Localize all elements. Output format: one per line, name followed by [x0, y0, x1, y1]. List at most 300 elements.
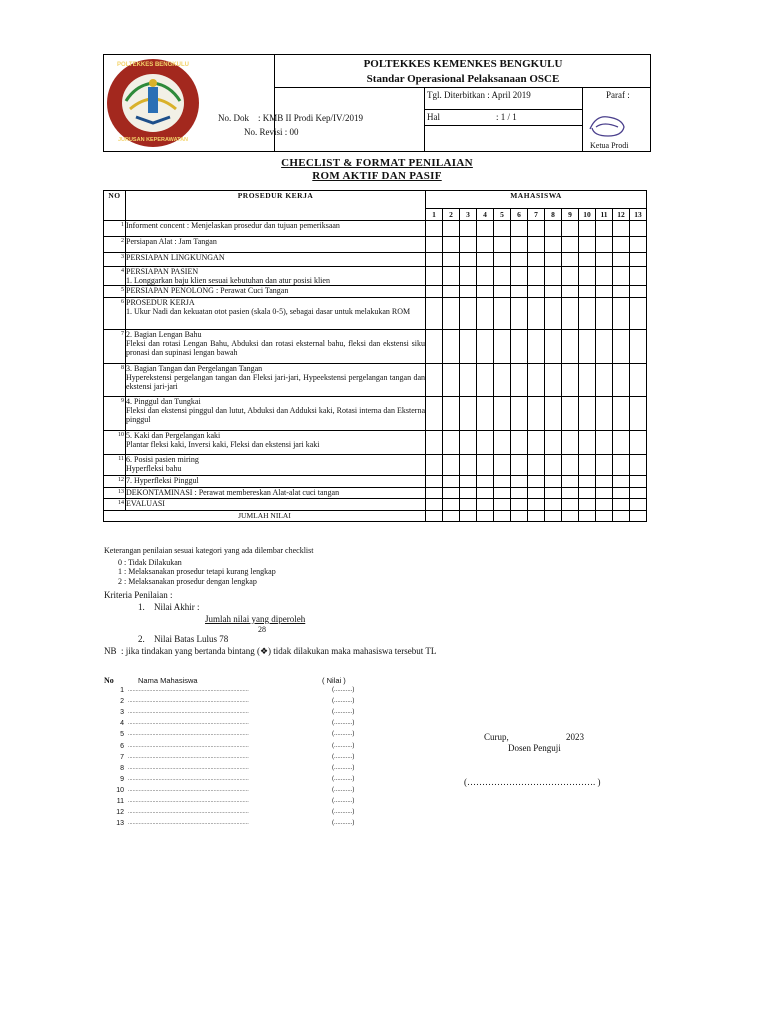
score-cell[interactable] — [477, 431, 494, 455]
score-cell[interactable] — [630, 330, 647, 364]
divider — [424, 109, 582, 110]
score-cell[interactable] — [545, 397, 562, 431]
score-cell[interactable] — [443, 431, 460, 455]
score-cell[interactable] — [426, 237, 443, 253]
score-cell[interactable] — [477, 267, 494, 286]
score-cell[interactable] — [426, 476, 443, 488]
score-cell[interactable] — [613, 237, 630, 253]
procedure-row — [104, 476, 647, 488]
score-cell[interactable] — [477, 237, 494, 253]
score-cell[interactable] — [494, 221, 511, 237]
procedure-line: Persiapan Alat : Jam Tangan — [126, 237, 217, 246]
score-cell[interactable] — [613, 221, 630, 237]
score-cell[interactable] — [443, 253, 460, 267]
procedure-row — [104, 488, 647, 499]
score-cell[interactable] — [511, 397, 528, 431]
score-cell[interactable] — [443, 488, 460, 499]
score-cell[interactable] — [630, 455, 647, 476]
score-cell[interactable] — [528, 237, 545, 253]
score-cell[interactable] — [494, 397, 511, 431]
student-number-cell: 4 — [477, 209, 494, 221]
total-cell[interactable] — [443, 511, 460, 522]
procedure-line: PERSIAPAN PASIEN — [126, 267, 199, 276]
score-cell[interactable] — [579, 221, 596, 237]
score-cell[interactable] — [494, 286, 511, 298]
score-cell[interactable] — [613, 267, 630, 286]
score-cell[interactable] — [477, 476, 494, 488]
student-name-blank[interactable]: ............................................................................... — [128, 775, 249, 782]
student-name-blank[interactable]: ............................................................................... — [128, 720, 249, 727]
score-cell[interactable] — [426, 298, 443, 330]
score-cell[interactable] — [613, 298, 630, 330]
procedure-line: 2. Bagian Lengan Bahu — [126, 330, 202, 339]
procedure-text — [126, 253, 426, 267]
score-cell[interactable] — [630, 286, 647, 298]
total-cell[interactable] — [460, 511, 477, 522]
divider — [582, 87, 583, 151]
score-cell[interactable] — [545, 488, 562, 499]
score-cell[interactable] — [630, 476, 647, 488]
score-cell[interactable] — [443, 221, 460, 237]
score-cell[interactable] — [511, 221, 528, 237]
student-name-blank[interactable]: ............................................................................... — [128, 753, 249, 760]
row-number: 14 — [104, 499, 126, 511]
student-name-blank[interactable]: ............................................................................... — [128, 809, 249, 816]
score-cell[interactable] — [494, 499, 511, 511]
score-cell[interactable] — [528, 286, 545, 298]
procedure-line: 5. Kaki dan Pergelangan kaki — [126, 431, 221, 440]
total-row — [104, 511, 647, 522]
student-name-blank[interactable]: ............................................................................... — [128, 764, 249, 771]
score-cell[interactable] — [545, 455, 562, 476]
list-item-number: 8 — [120, 764, 124, 772]
score-cell[interactable] — [494, 298, 511, 330]
score-cell[interactable] — [511, 298, 528, 330]
row-number: 6 — [104, 298, 126, 330]
total-cell[interactable] — [596, 511, 613, 522]
student-number-cell: 2 — [443, 209, 460, 221]
score-cell[interactable] — [630, 364, 647, 397]
score-cell[interactable] — [613, 397, 630, 431]
score-cell[interactable] — [460, 237, 477, 253]
keterangan-item: 0 : Tidak Dilakukan — [118, 558, 182, 567]
score-cell[interactable] — [460, 286, 477, 298]
logo-emblem-icon — [106, 57, 200, 149]
score-cell[interactable] — [630, 298, 647, 330]
row-number: 2 — [104, 237, 126, 253]
score-cell[interactable] — [596, 476, 613, 488]
student-name-blank[interactable]: ............................................................................... — [128, 687, 249, 693]
score-cell[interactable] — [579, 267, 596, 286]
total-cell[interactable] — [613, 511, 630, 522]
document-number: No. Dok : KMB II Prodi Kep/IV/2019 — [218, 113, 363, 123]
student-number-cell: 5 — [494, 209, 511, 221]
row-number: 4 — [104, 267, 126, 286]
score-cell[interactable] — [460, 298, 477, 330]
score-cell[interactable] — [596, 499, 613, 511]
score-cell[interactable] — [579, 431, 596, 455]
total-cell[interactable] — [511, 511, 528, 522]
total-cell[interactable] — [545, 511, 562, 522]
score-cell[interactable] — [426, 455, 443, 476]
procedure-line: Hyperekstensi pergelangan tangan dan Fleksi jari-jari, Hypeekstensi pergelangan tangan dan ekstensi jari-jari — [126, 373, 425, 391]
student-score-blank[interactable]: (...........) — [332, 809, 355, 816]
score-cell[interactable] — [494, 267, 511, 286]
score-cell[interactable] — [562, 431, 579, 455]
page-value: : 1 / 1 — [496, 112, 517, 122]
score-cell[interactable] — [494, 330, 511, 364]
score-cell[interactable] — [443, 476, 460, 488]
row-number: 13 — [104, 488, 126, 499]
score-cell[interactable] — [579, 476, 596, 488]
total-cell[interactable] — [528, 511, 545, 522]
student-name-blank[interactable]: ............................................................................... — [128, 798, 249, 804]
score-cell[interactable] — [426, 253, 443, 267]
score-cell[interactable] — [426, 488, 443, 499]
score-cell[interactable] — [494, 431, 511, 455]
student-number-cell: 12 — [613, 209, 630, 221]
score-cell[interactable] — [460, 397, 477, 431]
student-number-cell: 7 — [528, 209, 545, 221]
score-cell[interactable] — [579, 455, 596, 476]
score-cell[interactable] — [477, 455, 494, 476]
score-cell[interactable] — [528, 431, 545, 455]
score-cell[interactable] — [426, 267, 443, 286]
score-cell[interactable] — [460, 455, 477, 476]
score-cell[interactable] — [630, 488, 647, 499]
student-score-blank[interactable]: (...........) — [332, 687, 355, 693]
keterangan-item: 2 : Melaksanakan prosedur dengan lengkap — [118, 577, 257, 586]
score-cell[interactable] — [426, 397, 443, 431]
student-score-blank[interactable]: (...........) — [332, 720, 355, 727]
score-cell[interactable] — [545, 267, 562, 286]
keterangan-intro: Keterangan penilaian sesuai kategori yang ada dilembar checklist — [104, 546, 314, 555]
score-cell[interactable] — [579, 397, 596, 431]
score-cell[interactable] — [494, 488, 511, 499]
score-cell[interactable] — [443, 397, 460, 431]
score-cell[interactable] — [562, 237, 579, 253]
procedure-line: Fleksi dan ekstensi pinggul dan lutut, Abduksi dan Adduksi kaki, Rotasi interna dan Eksterna pinggul — [126, 406, 425, 424]
score-cell[interactable] — [613, 488, 630, 499]
score-cell[interactable] — [613, 286, 630, 298]
score-cell[interactable] — [545, 221, 562, 237]
score-cell[interactable] — [545, 253, 562, 267]
total-cell[interactable] — [477, 511, 494, 522]
score-cell[interactable] — [545, 476, 562, 488]
signature-place: Curup, — [484, 732, 509, 742]
score-cell[interactable] — [443, 330, 460, 364]
procedure-text — [126, 499, 426, 511]
student-score-blank[interactable]: (...........) — [332, 820, 355, 827]
score-cell[interactable] — [511, 364, 528, 397]
score-cell[interactable] — [630, 221, 647, 237]
score-cell[interactable] — [613, 330, 630, 364]
score-cell[interactable] — [443, 499, 460, 511]
score-cell[interactable] — [426, 364, 443, 397]
score-cell[interactable] — [494, 364, 511, 397]
score-cell[interactable] — [443, 237, 460, 253]
score-cell[interactable] — [579, 298, 596, 330]
score-cell[interactable] — [477, 286, 494, 298]
score-cell[interactable] — [494, 476, 511, 488]
student-score-blank[interactable]: (...........) — [332, 753, 355, 760]
procedure-line: Fleksi dan rotasi Lengan Bahu, Abduksi dan rotasi eksternal bahu, fleksi dan ekstensi siku pronasi dan supinasi lengan bawah — [126, 339, 425, 357]
score-cell[interactable] — [596, 286, 613, 298]
student-score-blank[interactable]: (...........) — [332, 775, 355, 782]
score-cell[interactable] — [562, 488, 579, 499]
score-cell[interactable] — [511, 455, 528, 476]
score-cell[interactable] — [511, 237, 528, 253]
divider — [274, 87, 650, 88]
score-cell[interactable] — [443, 298, 460, 330]
score-cell[interactable] — [443, 364, 460, 397]
score-cell[interactable] — [562, 253, 579, 267]
signature-year: 2023 — [566, 732, 584, 742]
score-cell[interactable] — [545, 431, 562, 455]
procedure-row — [104, 286, 647, 298]
score-cell[interactable] — [596, 364, 613, 397]
score-cell[interactable] — [511, 431, 528, 455]
procedure-line: EVALUASI — [126, 499, 165, 508]
institution-logo — [106, 57, 200, 149]
score-cell[interactable] — [596, 488, 613, 499]
score-cell[interactable] — [528, 499, 545, 511]
score-cell[interactable] — [596, 298, 613, 330]
score-cell[interactable] — [613, 431, 630, 455]
score-cell[interactable] — [460, 330, 477, 364]
total-cell[interactable] — [630, 511, 647, 522]
score-cell[interactable] — [562, 221, 579, 237]
kriteria-item-number: 2. — [138, 634, 145, 644]
student-score-blank[interactable]: (...........) — [332, 742, 355, 749]
score-cell[interactable] — [613, 253, 630, 267]
student-score-blank[interactable]: (...........) — [332, 698, 355, 705]
score-cell[interactable] — [460, 431, 477, 455]
score-cell[interactable] — [494, 455, 511, 476]
student-score-blank[interactable]: (...........) — [332, 786, 355, 793]
student-name-blank[interactable]: ............................................................................... — [128, 742, 249, 749]
keterangan-item: 1 : Melaksanakan prosedur tetapi kurang lengkap — [118, 567, 276, 576]
fraction-numerator: Jumlah nilai yang diperoleh — [205, 614, 306, 624]
score-cell[interactable] — [562, 364, 579, 397]
signature-scribble-icon — [586, 111, 630, 141]
score-cell[interactable] — [443, 286, 460, 298]
score-cell[interactable] — [630, 431, 647, 455]
score-cell[interactable] — [477, 488, 494, 499]
score-cell[interactable] — [545, 286, 562, 298]
list-item-number: 12 — [116, 809, 124, 817]
student-number-cell: 6 — [511, 209, 528, 221]
score-cell[interactable] — [579, 253, 596, 267]
score-cell[interactable] — [528, 488, 545, 499]
student-number-cell: 9 — [562, 209, 579, 221]
score-cell[interactable] — [460, 488, 477, 499]
score-cell[interactable] — [460, 221, 477, 237]
score-cell[interactable] — [562, 476, 579, 488]
score-cell[interactable] — [460, 476, 477, 488]
score-cell[interactable] — [528, 455, 545, 476]
checklist-table — [103, 190, 647, 522]
procedure-line: DEKONTAMINASI : Perawat membereskan Alat-alat cuci tangan — [126, 488, 340, 497]
score-cell[interactable] — [630, 237, 647, 253]
procedure-line: 1. Longgarkan baju klien sesuai kebutuhan dan atur posisi klien — [126, 276, 330, 285]
total-cell[interactable] — [426, 511, 443, 522]
procedure-line: Hyperfleksi bahu — [126, 464, 182, 473]
score-cell[interactable] — [596, 253, 613, 267]
student-score-blank[interactable]: (...........) — [332, 731, 355, 738]
score-cell[interactable] — [426, 330, 443, 364]
signature-role: Dosen Penguji — [508, 743, 561, 753]
score-cell[interactable] — [596, 455, 613, 476]
score-cell[interactable] — [511, 488, 528, 499]
procedure-line: PERSIAPAN LINGKUNGAN — [126, 253, 225, 262]
score-cell[interactable] — [562, 298, 579, 330]
score-cell[interactable] — [477, 221, 494, 237]
score-cell[interactable] — [426, 499, 443, 511]
procedure-line: 6. Posisi pasien miring — [126, 455, 199, 464]
score-cell[interactable] — [545, 364, 562, 397]
total-cell[interactable] — [562, 511, 579, 522]
score-cell[interactable] — [477, 298, 494, 330]
score-cell[interactable] — [528, 298, 545, 330]
score-cell[interactable] — [596, 330, 613, 364]
score-cell[interactable] — [579, 499, 596, 511]
score-cell[interactable] — [596, 431, 613, 455]
procedure-line: Plantar fleksi kaki, Inversi kaki, Fleksi dan ekstensi jari kaki — [126, 440, 320, 449]
score-cell[interactable] — [596, 397, 613, 431]
procedure-row — [104, 499, 647, 511]
score-cell[interactable] — [630, 499, 647, 511]
score-cell[interactable] — [511, 476, 528, 488]
score-cell[interactable] — [528, 397, 545, 431]
procedure-text — [126, 488, 426, 499]
student-score-blank[interactable]: (...........) — [332, 709, 355, 716]
procedure-line: PROSEDUR KERJA — [126, 298, 195, 307]
score-cell[interactable] — [579, 330, 596, 364]
score-cell[interactable] — [494, 253, 511, 267]
score-cell[interactable] — [545, 330, 562, 364]
nilai-batas-lulus: Nilai Batas Lulus 78 — [154, 634, 229, 644]
score-cell[interactable] — [579, 488, 596, 499]
score-cell[interactable] — [511, 267, 528, 286]
institution-name: POLTEKKES KEMENKES BENGKULU — [363, 58, 563, 70]
student-name-blank[interactable]: ............................................................................... — [128, 820, 249, 827]
score-cell[interactable] — [579, 364, 596, 397]
procedure-text — [126, 364, 426, 397]
student-score-blank[interactable]: (...........) — [332, 798, 355, 804]
score-cell[interactable] — [426, 286, 443, 298]
score-cell[interactable] — [494, 237, 511, 253]
student-number-cell: 10 — [579, 209, 596, 221]
score-cell[interactable] — [477, 364, 494, 397]
score-cell[interactable] — [579, 237, 596, 253]
score-cell[interactable] — [460, 364, 477, 397]
ketua-prodi-label: Ketua Prodi — [590, 141, 629, 150]
score-cell[interactable] — [613, 455, 630, 476]
score-cell[interactable] — [613, 499, 630, 511]
kriteria-item-number: 1. — [138, 602, 145, 612]
divider — [424, 87, 425, 151]
total-cell[interactable] — [579, 511, 596, 522]
score-cell[interactable] — [596, 237, 613, 253]
score-cell[interactable] — [545, 237, 562, 253]
procedure-row — [104, 330, 647, 364]
score-cell[interactable] — [528, 476, 545, 488]
score-cell[interactable] — [579, 286, 596, 298]
score-cell[interactable] — [460, 499, 477, 511]
score-cell[interactable] — [477, 397, 494, 431]
score-cell[interactable] — [545, 298, 562, 330]
score-cell[interactable] — [528, 253, 545, 267]
score-cell[interactable] — [460, 267, 477, 286]
total-cell[interactable] — [494, 511, 511, 522]
score-cell[interactable] — [477, 499, 494, 511]
score-cell[interactable] — [613, 476, 630, 488]
student-name-blank[interactable]: ............................................................................... — [128, 786, 249, 793]
score-cell[interactable] — [596, 267, 613, 286]
procedure-row — [104, 267, 647, 286]
score-cell[interactable] — [630, 253, 647, 267]
score-cell[interactable] — [477, 330, 494, 364]
score-cell[interactable] — [511, 286, 528, 298]
student-name-blank[interactable]: ............................................................................... — [128, 731, 249, 738]
student-name-blank[interactable]: ............................................................................... — [128, 709, 249, 716]
score-cell[interactable] — [545, 499, 562, 511]
score-cell[interactable] — [528, 221, 545, 237]
procedure-row — [104, 431, 647, 455]
score-cell[interactable] — [528, 364, 545, 397]
score-cell[interactable] — [562, 330, 579, 364]
form-subtitle: ROM AKTIF DAN PASIF — [312, 170, 442, 182]
score-cell[interactable] — [562, 286, 579, 298]
score-cell[interactable] — [443, 455, 460, 476]
score-cell[interactable] — [528, 330, 545, 364]
score-cell[interactable] — [596, 221, 613, 237]
score-cell[interactable] — [562, 267, 579, 286]
score-cell[interactable] — [613, 364, 630, 397]
student-name-blank[interactable]: ............................................................................... — [128, 698, 249, 705]
document-header — [103, 54, 651, 152]
score-cell[interactable] — [511, 253, 528, 267]
score-cell[interactable] — [511, 499, 528, 511]
score-cell[interactable] — [562, 455, 579, 476]
score-cell[interactable] — [630, 397, 647, 431]
score-cell[interactable] — [562, 397, 579, 431]
form-title: CHECLIST & FORMAT PENILAIAN — [281, 157, 473, 169]
score-cell[interactable] — [562, 499, 579, 511]
row-number: 9 — [104, 397, 126, 431]
header-mahasiswa: MAHASISWA — [426, 191, 647, 209]
document-subtitle: Standar Operasional Pelaksanaan OSCE — [366, 73, 560, 85]
student-score-blank[interactable]: (...........) — [332, 764, 355, 771]
score-cell[interactable] — [477, 253, 494, 267]
issue-date: Tgl. Diterbitkan : April 2019 — [427, 90, 531, 100]
score-cell[interactable] — [443, 267, 460, 286]
logo-text-top: POLTEKKES BENGKULU — [117, 62, 189, 68]
procedure-text — [126, 397, 426, 431]
header-prosedur: PROSEDUR KERJA — [126, 191, 426, 221]
score-cell[interactable] — [528, 267, 545, 286]
list-item-number: 7 — [120, 753, 124, 761]
score-cell[interactable] — [426, 221, 443, 237]
jumlah-nilai-label: JUMLAH NILAI — [104, 511, 426, 522]
list-header-no: No — [104, 676, 114, 685]
score-cell[interactable] — [630, 267, 647, 286]
procedure-text — [126, 476, 426, 488]
score-cell[interactable] — [426, 431, 443, 455]
score-cell[interactable] — [460, 253, 477, 267]
score-cell[interactable] — [511, 330, 528, 364]
